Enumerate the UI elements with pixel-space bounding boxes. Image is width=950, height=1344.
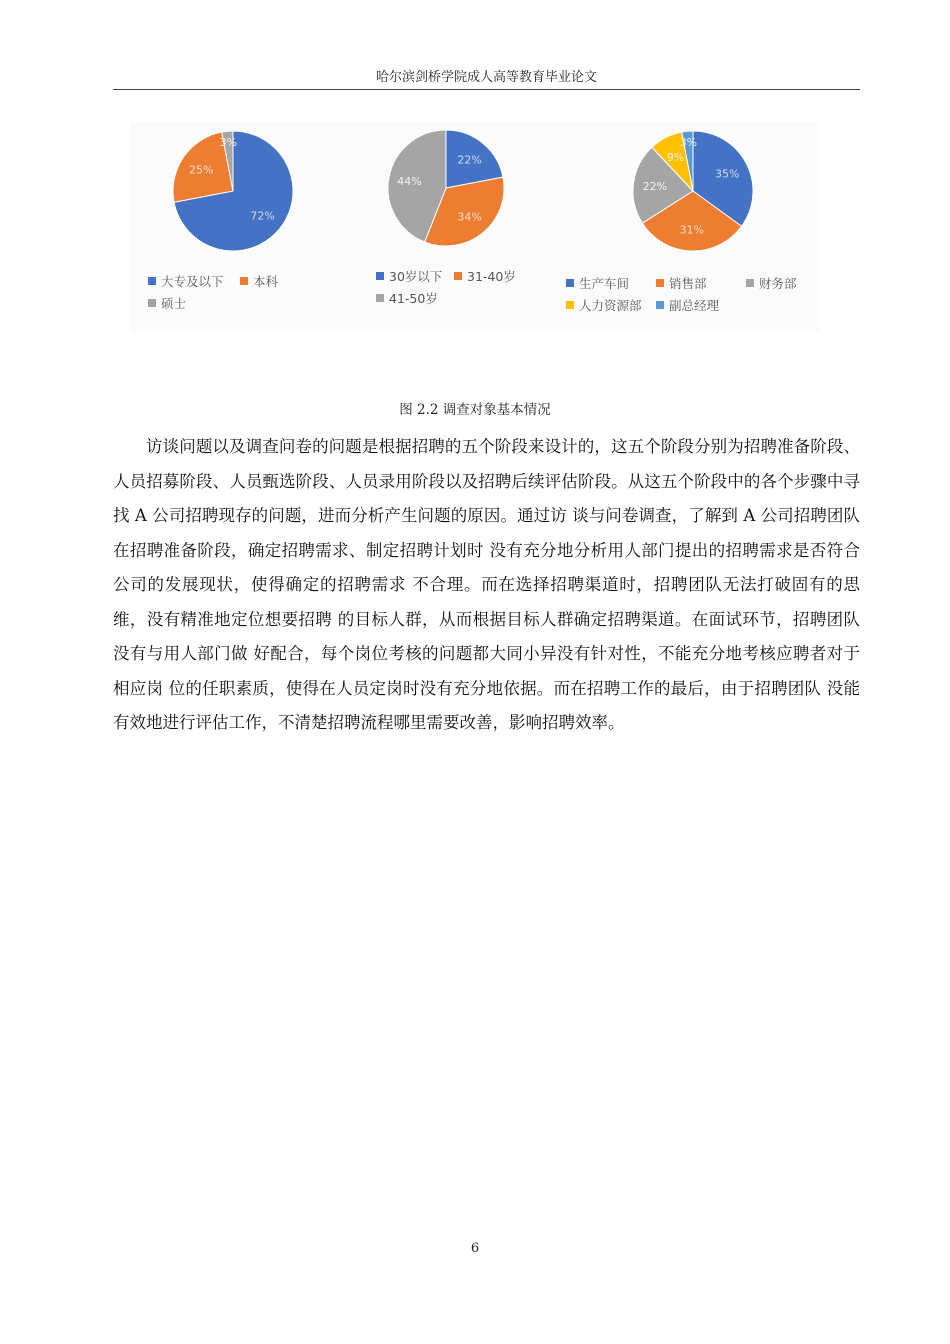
data-label-3: 44% — [397, 175, 422, 189]
legend-swatch — [376, 294, 384, 302]
data-label-1: 22% — [457, 153, 482, 167]
data-label-2: 25% — [189, 163, 214, 177]
legend-item — [566, 296, 642, 314]
legend-swatch — [566, 301, 574, 309]
data-label-1: 72% — [250, 209, 275, 223]
legend-item — [656, 296, 719, 314]
legend-label: 副总经理 — [669, 298, 720, 313]
legend-item — [148, 272, 224, 290]
legend-label: 销售部 — [669, 276, 707, 291]
legend-label: 生产车间 — [579, 276, 630, 291]
legend-item — [566, 274, 629, 292]
data-label-4: 9% — [666, 150, 685, 164]
legend-label: 41-50岁 — [389, 291, 438, 306]
data-label-1: 35% — [714, 167, 740, 181]
legend-age — [376, 267, 576, 317]
legend-swatch — [148, 299, 156, 307]
legend-label: 人力资源部 — [579, 298, 642, 313]
legend-label: 财务部 — [759, 276, 797, 291]
figure-caption: 图 2.2 调查对象基本情况 — [399, 402, 551, 418]
legend-swatch — [240, 277, 248, 285]
legend-swatch — [656, 301, 664, 309]
figure-pie-charts — [130, 122, 820, 332]
legend-swatch — [148, 277, 156, 285]
page-number: 6 — [470, 1241, 480, 1256]
legend-item — [376, 289, 438, 307]
legend-item — [656, 274, 707, 292]
legend-label: 31-40岁 — [467, 269, 516, 284]
legend-item — [454, 267, 516, 285]
data-label-3: 22% — [642, 180, 668, 194]
data-label-3: 3% — [219, 136, 238, 150]
legend-swatch — [656, 279, 664, 287]
legend-swatch — [454, 272, 462, 280]
header-rule — [113, 89, 860, 90]
legend-swatch — [746, 279, 754, 287]
legend-swatch — [376, 272, 384, 280]
data-label-5: 3% — [679, 136, 698, 150]
data-label-2: 31% — [679, 223, 705, 237]
legend-item — [240, 272, 278, 290]
legend-label: 本科 — [253, 274, 279, 289]
legend-label: 硕士 — [161, 296, 187, 311]
body-paragraph: 访谈问题以及调查问卷的问题是根据招聘的五个阶段来设计的，这五个阶段分别为招聘准备阶段、人员招募阶段、人员甄选阶段、人员录用阶段以及招聘后续评估阶段。从这五个阶段中的各个步骤中寻找 A 公司招聘现存的问题，进而分析产生问题的原因。通过访 谈与问卷调查，了解到 A 公司招聘团队在招聘准备阶段，确定招聘需求、制定招聘计划时 没有充分地分析用人部门提出的招聘需求是否符合公司的发展现状，使得确定的招聘需求 不合理。而在选择招聘渠道时，招聘团队无法打破固有的思维，没有精准地定位想要招聘 的目标人群，从而根据目标人群确定招聘渠道。在面试环节，招聘团队没有与用人部门做 好配合，每个岗位考核的问题都大同小异没有针对性，不能充分地考核应聘者对于相应岗 位的任职素质，使得在人员定岗时没有充分地依据。而在招聘工作的最后，由于招聘团队 没能有效地进行评估工作，不清楚招聘流程哪里需要改善，影响招聘效率。 — [113, 437, 860, 732]
data-label-2: 34% — [457, 210, 482, 224]
legend-department — [566, 274, 816, 324]
running-header: 哈尔滨剑桥学院成人高等教育毕业论文 — [375, 70, 597, 85]
legend-education — [148, 272, 368, 322]
legend-label: 大专及以下 — [161, 274, 224, 289]
legend-item — [376, 267, 442, 285]
legend-label: 30岁以下 — [389, 269, 443, 284]
legend-item — [148, 294, 186, 312]
legend-swatch — [566, 279, 574, 287]
legend-item — [746, 274, 797, 292]
